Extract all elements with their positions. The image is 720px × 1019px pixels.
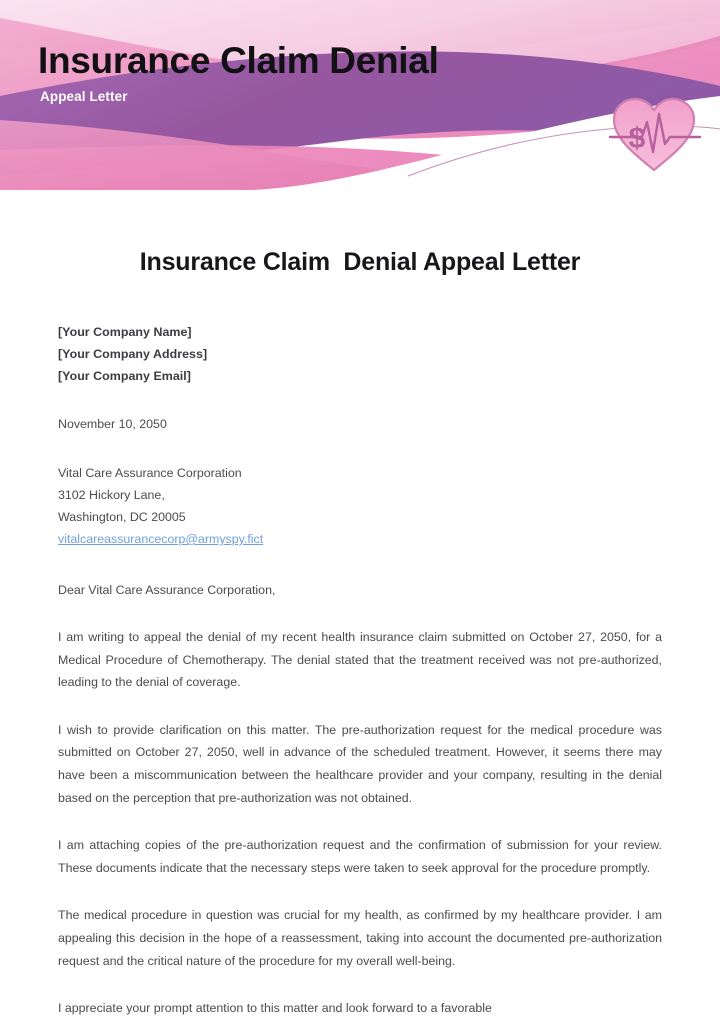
letter-paragraph-2: I wish to provide clarification on this matter. The pre-authorization request for the medical procedure was submitted on October 27, 2050, well in advance of the scheduled treatment. However, it seems there may have been a miscommunication between the healthcare provider and your company, resulting in the denial based on the perception that pre-authorization was not obtained. xyxy=(58,722,662,805)
letter-paragraph-3: I am attaching copies of the pre-authorization request and the confirmation of submission for your review. These documents indicate that the necessary steps were taken to seek approval for the procedure promptly. xyxy=(58,838,662,875)
letter-salutation: Dear Vital Care Assurance Corporation, xyxy=(58,583,276,597)
recipient-street: 3102 Hickory Lane, xyxy=(58,488,165,502)
heart-dollar-pulse-icon xyxy=(606,92,702,176)
letter-date: November 10, 2050 xyxy=(58,417,167,431)
svg-text:$: $ xyxy=(628,122,646,155)
document-header-banner xyxy=(0,0,720,190)
letter-paragraph-1: I am writing to appeal the denial of my recent health insurance claim submitted on October 27, 2050, for a Medical Procedure of Chemotherapy. The denial stated that the treatment received was not pre-authorized, leading to the denial of coverage. xyxy=(58,630,662,690)
header-subtitle: Appeal Letter xyxy=(40,88,128,104)
recipient-company-name: Vital Care Assurance Corporation xyxy=(58,466,242,480)
recipient-email-link[interactable]: vitalcareassurancecorp@armyspy.fict xyxy=(58,532,264,546)
header-text-group xyxy=(38,42,439,104)
letter-paragraph-4: The medical procedure in question was crucial for my health, as confirmed by my healthcare provider. I am appealing this decision in the hope of a reassessment, taking into account the documented pre-authorization request and the critical nature of the procedure for my overall well-being. xyxy=(58,908,662,968)
sender-company-name: [Your Company Name] xyxy=(58,325,192,339)
sender-company-email: [Your Company Email] xyxy=(58,369,191,383)
document-body xyxy=(0,248,720,1019)
header-title: Insurance Claim Denial xyxy=(38,40,439,81)
page-title: Insurance Claim Denial Appeal Letter xyxy=(139,248,581,276)
recipient-city-state-zip: Washington, DC 20005 xyxy=(58,510,186,524)
letter-paragraph-5: I appreciate your prompt attention to this matter and look forward to a favorable xyxy=(58,1001,492,1016)
sender-address-block xyxy=(58,321,662,387)
recipient-address-block xyxy=(58,462,662,550)
sender-company-address: [Your Company Address] xyxy=(58,347,208,361)
